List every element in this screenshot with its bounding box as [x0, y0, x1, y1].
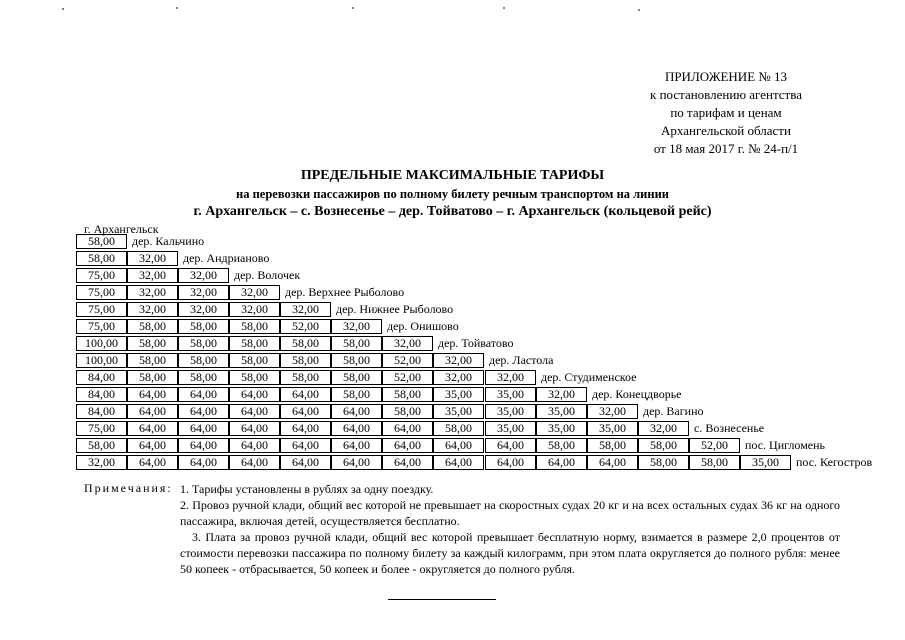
fare-cell: 100,00: [76, 353, 127, 368]
fare-cell: 58,00: [178, 319, 229, 334]
document-title: ПРЕДЕЛЬНЫЕ МАКСИМАЛЬНЫЕ ТАРИФЫ: [300, 168, 605, 183]
fare-cell: 32,00: [127, 268, 178, 283]
fare-cell: 84,00: [76, 404, 127, 419]
fare-cell: 64,00: [280, 404, 331, 419]
fare-cell: 64,00: [229, 421, 280, 436]
stop-label: дер. Волочек: [234, 268, 301, 282]
stop-label: дер. Онишово: [387, 319, 459, 333]
fare-cell: 58,00: [433, 421, 484, 436]
fare-cell: 58,00: [76, 251, 127, 266]
fare-cell: 32,00: [178, 268, 229, 283]
fare-cell: 58,00: [229, 370, 280, 385]
fare-cell: 35,00: [740, 455, 791, 470]
fare-cell: 32,00: [229, 285, 280, 300]
fare-cell: 64,00: [280, 421, 331, 436]
note-item: 2. Провоз ручной клади, общий вес которой не превышает на скоростных судах 20 кг и на всех остальных судах 36 кг на одного пассажира, включая детей, осуществляется бесплатно.: [180, 498, 840, 528]
fare-cell: 100,00: [76, 336, 127, 351]
fare-cell: 64,00: [536, 455, 587, 470]
fare-cell: 35,00: [433, 404, 484, 419]
scan-speck: [503, 7, 505, 9]
fare-cell: 35,00: [485, 387, 536, 402]
fare-cell: 58,00: [127, 336, 178, 351]
fare-cell: 58,00: [587, 438, 638, 453]
fare-cell: 64,00: [331, 438, 382, 453]
stop-label: дер. Андрианово: [183, 251, 270, 265]
fare-cell: 64,00: [127, 421, 178, 436]
fare-cell: 64,00: [331, 404, 382, 419]
stop-label: дер. Тойватово: [438, 336, 514, 350]
stop-label: дер. Кальчино: [132, 234, 205, 248]
fare-cell: 32,00: [127, 285, 178, 300]
fare-cell: 64,00: [280, 455, 331, 470]
fare-cell: 32,00: [127, 302, 178, 317]
fare-cell: 58,00: [280, 353, 331, 368]
fare-cell: 64,00: [178, 421, 229, 436]
fare-cell: 64,00: [178, 455, 229, 470]
fare-cell: 84,00: [76, 370, 127, 385]
stop-label: дер. Вагино: [643, 404, 704, 418]
appendix-line: к постановлению агентства: [650, 87, 802, 102]
fare-cell: 58,00: [127, 370, 178, 385]
fare-cell: 52,00: [280, 319, 331, 334]
fare-cell: 58,00: [331, 353, 382, 368]
fare-cell: 64,00: [331, 455, 382, 470]
fare-cell: 64,00: [331, 421, 382, 436]
fare-cell: 64,00: [433, 455, 484, 470]
fare-cell: 75,00: [76, 421, 127, 436]
fare-cell: 35,00: [536, 421, 587, 436]
fare-cell: 35,00: [587, 421, 638, 436]
fare-cell: 32,00: [536, 387, 587, 402]
start-stop-label: г. Архангельск: [84, 222, 159, 236]
scan-speck: [176, 7, 178, 9]
fare-cell: 52,00: [382, 353, 433, 368]
fare-cell: 32,00: [76, 455, 127, 470]
fare-cell: 64,00: [229, 404, 280, 419]
fare-cell: 64,00: [229, 387, 280, 402]
stop-label: дер. Ластола: [489, 353, 554, 367]
fare-cell: 64,00: [485, 455, 536, 470]
fare-cell: 64,00: [229, 455, 280, 470]
fare-cell: 64,00: [127, 438, 178, 453]
fare-cell: 58,00: [280, 370, 331, 385]
fare-cell: 32,00: [127, 251, 178, 266]
fare-cell: 52,00: [689, 438, 740, 453]
fare-cell: 32,00: [331, 319, 382, 334]
fare-cell: 58,00: [382, 387, 433, 402]
fare-cell: 58,00: [76, 438, 127, 453]
fare-cell: 64,00: [485, 438, 536, 453]
notes-label: Примечания:: [84, 481, 173, 495]
fare-cell: 64,00: [127, 404, 178, 419]
fare-cell: 52,00: [382, 370, 433, 385]
appendix-header: [610, 68, 842, 158]
fare-cell: 64,00: [178, 387, 229, 402]
appendix-date: от 18 мая 2017 г. № 24-п/1: [653, 141, 799, 156]
note-item: 1. Тарифы установлены в рублях за одну поездку.: [180, 482, 434, 496]
fare-cell: 58,00: [76, 234, 127, 249]
bottom-rule: [388, 599, 496, 600]
fare-cell: 32,00: [280, 302, 331, 317]
fare-cell: 32,00: [229, 302, 280, 317]
fare-cell: 64,00: [178, 438, 229, 453]
fare-cell: 64,00: [127, 455, 178, 470]
fare-cell: 58,00: [382, 404, 433, 419]
appendix-number: ПРИЛОЖЕНИЕ № 13: [664, 69, 788, 84]
fare-cell: 64,00: [178, 404, 229, 419]
stop-label: дер. Нижнее Рыболово: [336, 302, 454, 316]
scan-speck: [352, 7, 354, 9]
stop-label: с. Вознесенье: [694, 421, 765, 435]
stop-label: дер. Студименское: [541, 370, 637, 384]
fare-cell: 58,00: [229, 319, 280, 334]
fare-cell: 58,00: [229, 353, 280, 368]
fare-cell: 32,00: [178, 285, 229, 300]
fare-cell: 58,00: [178, 336, 229, 351]
fare-cell: 58,00: [536, 438, 587, 453]
stop-label: пос. Цигломень: [745, 438, 826, 452]
fare-cell: 35,00: [536, 404, 587, 419]
fare-cell: 32,00: [382, 336, 433, 351]
fare-cell: 58,00: [127, 319, 178, 334]
fare-cell: 58,00: [331, 336, 382, 351]
fare-cell: 58,00: [229, 336, 280, 351]
stop-label: дер. Верхнее Рыболово: [285, 285, 405, 299]
fare-cell: 32,00: [485, 370, 536, 385]
fare-cell: 58,00: [331, 370, 382, 385]
appendix-line: Архангельской области: [661, 123, 791, 138]
fare-cell: 75,00: [76, 268, 127, 283]
fare-cell: 35,00: [433, 387, 484, 402]
note-item: 3. Плата за провоз ручной клади, общий вес которой превышает бесплатную норму, взимается в размере 2,0 процентов от стоимости перевозки пассажира по полному билету за каждый килограмм, при этом плата округляется до полного рубля: менее 50 копеек - отбрасывается, 50 копеек и более - округляется до полного рубля.: [180, 530, 840, 576]
fare-cell: 32,00: [178, 302, 229, 317]
stop-label: дер. Конецдворье: [592, 387, 682, 401]
fare-cell: 58,00: [638, 455, 689, 470]
fare-cell: 58,00: [331, 387, 382, 402]
fare-cell: 64,00: [229, 438, 280, 453]
fare-cell: 64,00: [127, 387, 178, 402]
fare-cell: 58,00: [127, 353, 178, 368]
fare-cell: 64,00: [382, 421, 433, 436]
fare-cell: 64,00: [280, 387, 331, 402]
appendix-line: по тарифам и ценам: [670, 105, 782, 120]
fare-cell: 64,00: [280, 438, 331, 453]
route-title: г. Архангельск – с. Вознесенье – дер. Тойватово – г. Архангельск (кольцевой рейс): [193, 204, 712, 219]
stop-label: пос. Кегостров: [796, 455, 873, 469]
fare-cell: 32,00: [638, 421, 689, 436]
fare-cell: 64,00: [382, 438, 433, 453]
fare-cell: 58,00: [178, 370, 229, 385]
fare-cell: 64,00: [433, 438, 484, 453]
fare-cell: 32,00: [433, 353, 484, 368]
fare-cell: 35,00: [485, 421, 536, 436]
fare-cell: 35,00: [485, 404, 536, 419]
scan-speck: [62, 8, 64, 10]
fare-cell: 75,00: [76, 302, 127, 317]
fare-cell: 75,00: [76, 285, 127, 300]
fare-cell: 75,00: [76, 319, 127, 334]
fare-cell: 58,00: [689, 455, 740, 470]
scan-speck: [638, 9, 640, 11]
fare-cell: 58,00: [178, 353, 229, 368]
fare-cell: 58,00: [280, 336, 331, 351]
fare-cell: 64,00: [587, 455, 638, 470]
fare-cell: 58,00: [638, 438, 689, 453]
fare-cell: 64,00: [382, 455, 433, 470]
fare-cell: 84,00: [76, 387, 127, 402]
document-subtitle: на перевозки пассажиров по полному билету речным транспортом на линии: [236, 187, 669, 201]
fare-cell: 32,00: [433, 370, 484, 385]
fare-cell: 32,00: [587, 404, 638, 419]
